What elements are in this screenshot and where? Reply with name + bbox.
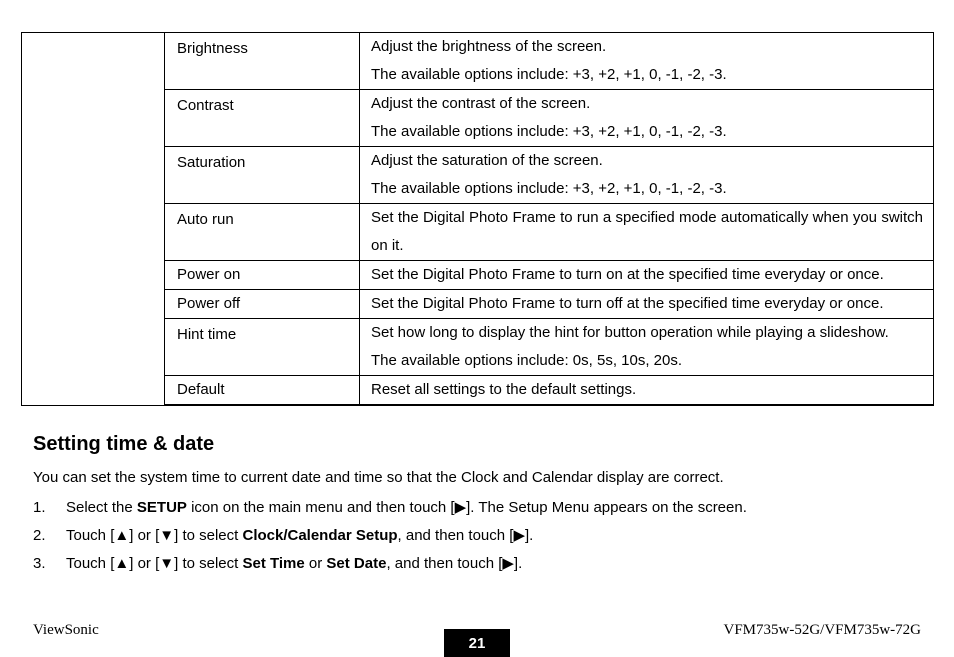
settings-table: [21, 32, 934, 406]
footer-brand: ViewSonic: [33, 622, 99, 638]
list-item: [33, 522, 747, 550]
list-item: [33, 550, 747, 578]
setting-description: Set the Digital Photo Frame to turn off at the specified time everyday or once.: [360, 290, 934, 319]
set-date-keyword: Set Date: [326, 555, 387, 572]
setting-description: Set the Digital Photo Frame to turn on at the specified time everyday or once.: [360, 261, 934, 290]
setting-name: Hint time: [165, 319, 360, 376]
setting-description: Set how long to display the hint for button operation while playing a slideshow. The available options include: 0s, 5s, 10s, 20s.: [360, 319, 934, 376]
clock-calendar-setup-keyword: Clock/Calendar Setup: [242, 527, 398, 544]
up-arrow-icon: ▲: [114, 555, 130, 572]
step-text: Touch [▲] or [▼] to select Clock/Calendar Setup, and then touch [▶].: [66, 527, 534, 544]
setting-name: Power on: [165, 261, 360, 290]
down-arrow-icon: ▼: [159, 527, 175, 544]
section-intro: You can set the system time to current date and time so that the Clock and Calendar display are correct.: [33, 469, 724, 486]
setup-keyword: SETUP: [136, 499, 187, 516]
category-cell: [22, 33, 165, 406]
table-row: [22, 33, 934, 90]
setting-name: Power off: [165, 290, 360, 319]
setting-name: Contrast: [165, 90, 360, 147]
setting-description: Adjust the saturation of the screen. The available options include: +3, +2, +1, 0, -1, -2, -3.: [360, 147, 934, 204]
page-number-badge: 21: [444, 629, 510, 657]
setting-name: Default: [165, 376, 360, 406]
step-text: Select the SETUP icon on the main menu and then touch [▶]. The Setup Menu appears on the screen.: [66, 499, 747, 516]
setting-name: Saturation: [165, 147, 360, 204]
down-arrow-icon: ▼: [159, 555, 175, 572]
steps-list: [33, 494, 747, 578]
setting-description: Set the Digital Photo Frame to run a specified mode automatically when you switch on it.: [360, 204, 934, 261]
step-number: 3.: [33, 555, 46, 572]
up-arrow-icon: ▲: [114, 527, 130, 544]
right-arrow-icon: ▶: [454, 499, 467, 516]
setting-name: Auto run: [165, 204, 360, 261]
step-text: Touch [▲] or [▼] to select Set Time or Set Date, and then touch [▶].: [66, 555, 523, 572]
right-arrow-icon: ▶: [513, 527, 525, 544]
setting-description: Reset all settings to the default settings.: [360, 376, 934, 406]
setting-name: Brightness: [165, 33, 360, 90]
section-title: Setting time & date: [33, 433, 215, 455]
step-number: 2.: [33, 527, 46, 544]
footer-model: VFM735w-52G/VFM735w-72G: [723, 622, 921, 638]
step-number: 1.: [33, 499, 46, 516]
right-arrow-icon: ▶: [502, 555, 514, 572]
setting-description: Adjust the contrast of the screen. The available options include: +3, +2, +1, 0, -1, -2, -3.: [360, 90, 934, 147]
set-time-keyword: Set Time: [242, 555, 305, 572]
setting-description: Adjust the brightness of the screen. The available options include: +3, +2, +1, 0, -1, -2, -3.: [360, 33, 934, 90]
list-item: [33, 494, 747, 522]
